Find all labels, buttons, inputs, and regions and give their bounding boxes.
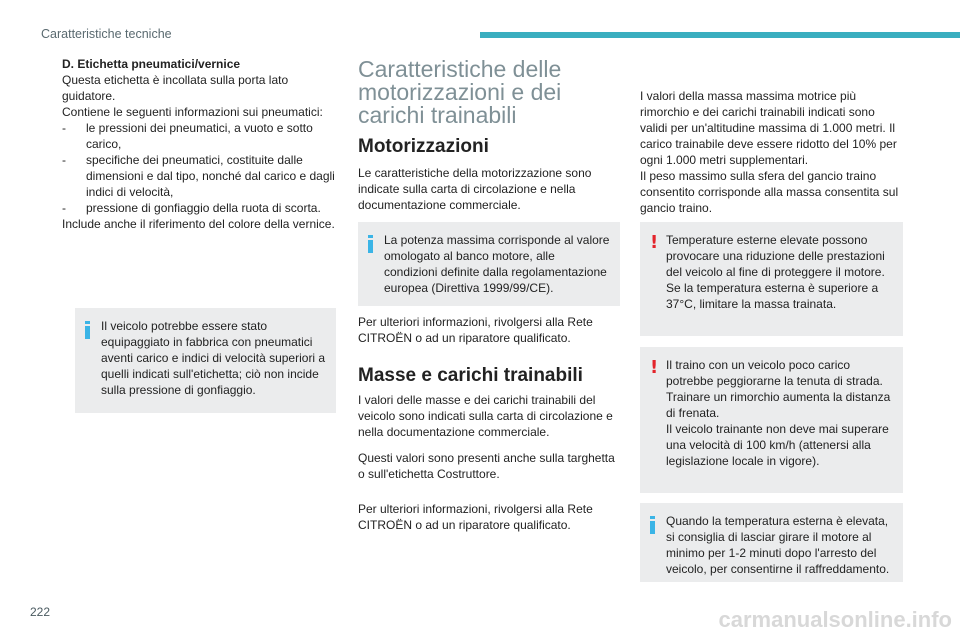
list-item: - le pressioni dei pneumatici, a vuoto e sotto carico,: [62, 121, 313, 151]
column-2-lower: [358, 314, 620, 533]
paragraph: Per ulteriori informazioni, rivolgersi alla Rete CITROËN o ad un riparatore qualificato.: [358, 315, 593, 345]
header-accent-bar: [480, 32, 960, 38]
warning-icon: !: [650, 357, 659, 378]
warning-box: [640, 222, 903, 336]
warning-box: [640, 347, 903, 493]
list-item: - specifiche dei pneumatici, costituite dalle dimensioni e dal tipo, nonché dal carico e dagli indici di velocità,: [62, 153, 335, 199]
warning-text: Il traino con un veicolo poco carico potrebbe peggiorarne la tenuta di strada.: [666, 358, 883, 388]
paragraph: Le caratteristiche della motorizzazione sono indicate sulla carta di circolazione e nella documentazione commerciale.: [358, 166, 592, 212]
paragraph: I valori delle masse e dei carichi trainabili del veicolo sono indicati sulla carta di circolazione e nella documentazione commerciale.: [358, 393, 613, 439]
page-number: 222: [30, 605, 51, 619]
list-item: - pressione di gonfiaggio della ruota di scorta.: [62, 201, 321, 215]
column-1: [62, 56, 336, 232]
paragraph: Include anche il riferimento del colore della vernice.: [62, 217, 335, 231]
info-box: [640, 503, 903, 582]
paragraph: Questa etichetta è incollata sulla porta lato guidatore.: [62, 73, 289, 103]
paragraph: Contiene le seguenti informazioni sui pneumatici:: [62, 105, 323, 119]
page-title: Caratteristiche delle motorizzazioni e dei carichi trainabili: [358, 56, 562, 128]
info-box: [75, 308, 336, 413]
paragraph: Il peso massimo sulla sfera del gancio traino consentito corrisponde alla massa consentita sul gancio traino.: [640, 169, 899, 215]
watermark: carmanualsonline.info: [718, 607, 952, 632]
column-3: [640, 88, 903, 216]
info-text: Quando la temperatura esterna è elevata, si consiglia di lasciar girare il motore al minimo per 1-2 minuti dopo l'arresto del veicolo, per consentirne il raffreddamento.: [666, 514, 890, 576]
info-text: Il veicolo potrebbe essere stato equipaggiato in fabbrica con pneumatici aventi carico e indici di velocità superiori a quelli indicati sull'etichetta; ciò non incide sulla pressione di gonfiaggio.: [101, 319, 326, 397]
warning-text: Trainare un rimorchio aumenta la distanza di frenata.: [666, 390, 891, 420]
section-header: Caratteristiche tecniche: [41, 27, 172, 41]
paragraph: I valori della massa massima motrice più rimorchio e dei carichi trainabili indicati sono validi per un'altitudine massima di 1.000 metri. Il carico trainabile deve essere ridotto del 10% per ogni 1.000 metri supplementari.: [640, 89, 897, 167]
section-heading-masse: Masse e carichi trainabili: [358, 365, 583, 386]
warning-text: Il veicolo trainante non deve mai superare una velocità di 100 km/h (attenersi alla legislazione locale in vigore).: [666, 422, 889, 468]
tire-label-heading: D. Etichetta pneumatici/vernice: [62, 57, 241, 71]
warning-icon: !: [650, 232, 659, 253]
paragraph: Questi valori sono presenti anche sulla targhetta o sull'etichetta Costruttore.: [358, 451, 615, 481]
info-text: La potenza massima corrisponde al valore omologato al banco motore, alle condizioni definite dalla regolamentazione europea (Direttiva 1999/99/CE).: [384, 233, 610, 295]
warning-text: Temperature esterne elevate possono provocare una riduzione delle prestazioni del veicolo al fine di proteggere il motore. Se la temperatura esterna è superiore a 37°C, limitare la massa trainata.: [666, 233, 885, 311]
column-2: [358, 58, 620, 213]
section-heading-motorizzazioni: Motorizzazioni: [358, 136, 489, 157]
info-box: [358, 222, 620, 306]
paragraph: Per ulteriori informazioni, rivolgersi alla Rete CITROËN o ad un riparatore qualificato.: [358, 502, 593, 532]
